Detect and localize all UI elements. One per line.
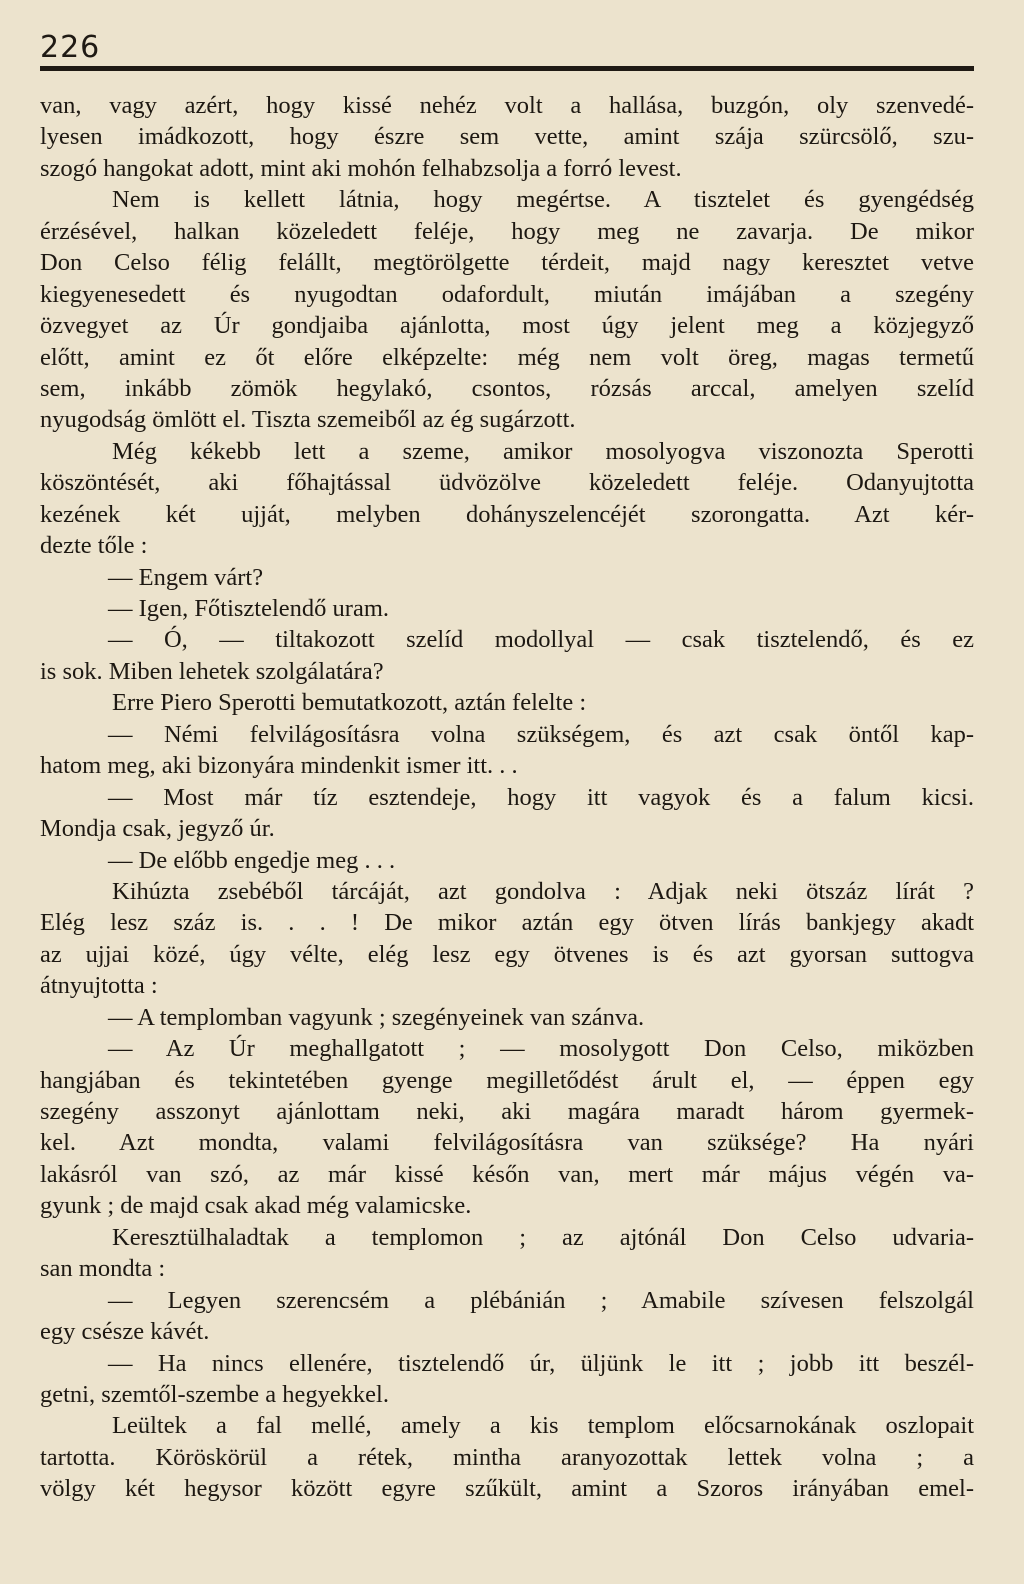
text-line: kel. Azt mondta, valami felvilágosításra van szüksége? Ha nyári [40, 1129, 974, 1157]
text-line: Erre Piero Sperotti bemutatkozott, aztán felelte : [112, 689, 587, 717]
text-line: Elég lesz száz is. . . ! De mikor aztán egy ötven lírás bankjegy akadt [40, 909, 974, 937]
text-line: hangjában és tekintetében gyenge megilletődést árult el, — éppen egy [40, 1066, 974, 1094]
text-line: — Némi felvilágosításra volna szükségem, és azt csak öntől kap- [108, 720, 974, 748]
text-line: — Legyen szerencsém a plébánián ; Amabile szívesen felszolgál [108, 1286, 974, 1314]
text-line: érzésével, halkan közeledett feléje, hogy meg ne zavarja. De mikor [40, 217, 974, 245]
text-line: Keresztülhaladtak a templomon ; az ajtónál Don Celso udvaria- [112, 1223, 974, 1251]
text-line: getni, szemtől-szembe a hegyekkel. [40, 1380, 389, 1408]
text-line: gyunk ; de majd csak akad még valamicske. [40, 1192, 472, 1220]
text-line: — Igen, Főtisztelendő uram. [108, 595, 390, 622]
text-line: dezte tőle : [40, 532, 148, 560]
text-line: — Ha nincs ellenére, tisztelendő úr, üljünk le itt ; jobb itt beszél- [108, 1349, 974, 1377]
page-number: 226 [40, 30, 101, 65]
text-line: Még kékebb lett a szeme, amikor mosolyogva viszonozta Sperotti [112, 437, 974, 465]
text-line: hatom meg, aki bizonyára mindenkit ismer itt. . . [40, 752, 518, 780]
text-line: — Az Úr meghallgatott ; — mosolygott Don Celso, miközben [108, 1035, 974, 1063]
text-line: nyugodság ömlött el. Tiszta szemeiből az ég sugárzott. [40, 406, 576, 434]
text-line: tartotta. Köröskörül a rétek, mintha aranyozottak lettek volna ; a [40, 1443, 974, 1471]
text-line: Mondja csak, jegyző úr. [40, 815, 275, 843]
text-line: sem, inkább zömök hegylakó, csontos, rózsás arccal, amelyen szelíd [40, 374, 974, 402]
text-line: — Ó, — tiltakozott szelíd modollyal — csak tisztelendő, és ez [108, 626, 974, 654]
text-line: is sok. Miben lehetek szolgálatára? [40, 657, 384, 685]
text-line: Kihúzta zsebéből tárcáját, azt gondolva : Adjak neki ötszáz lírát ? [112, 877, 974, 905]
text-line: lakásról van szó, az már kissé későn van, mert már május végén va- [40, 1160, 974, 1188]
text-line: van, vagy azért, hogy kissé nehéz volt a hallása, buzgón, oly szenvedé- [40, 92, 974, 119]
text-line: az ujjai közé, úgy vélte, elég lesz egy ötvenes is és azt gyorsan suttogva [40, 940, 974, 968]
text-line: — A templomban vagyunk ; szegényeinek van szánva. [108, 1003, 645, 1031]
body-text [40, 90, 974, 1505]
header-rule [40, 66, 974, 71]
text-line: előtt, amint ez őt előre elképzelte: még nem volt öreg, magas termetű [40, 343, 974, 371]
text-line: köszöntését, aki főhajtással üdvözölve közeledett feléje. Odanyujtotta [40, 469, 974, 497]
text-line: kezének két ujját, melyben dohányszelencéjét szorongatta. Azt kér- [40, 500, 974, 528]
text-line: Leültek a fal mellé, amely a kis templom előcsarnokának oszlopait [112, 1412, 974, 1440]
text-line: kiegyenesedett és nyugodtan odafordult, miután imájában a szegény [40, 280, 974, 308]
text-line: Don Celso félig felállt, megtörölgette térdeit, majd nagy keresztet vetve [40, 249, 974, 277]
text-line: szegény asszonyt ajánlottam neki, aki magára maradt három gyermek- [40, 1098, 974, 1125]
text-line: Nem is kellett látnia, hogy megértse. A tisztelet és gyengédség [112, 186, 974, 214]
text-line: — De előbb engedje meg . . . [108, 846, 396, 874]
text-line: özvegyet az Úr gondjaiba ajánlotta, most úgy jelent meg a közjegyző [40, 312, 974, 340]
text-line: völgy két hegysor között egyre szűkült, amint a Szoros irányában emel- [40, 1475, 974, 1503]
text-line: — Engem várt? [108, 563, 264, 591]
text-line: — Most már tíz esztendeje, hogy itt vagyok és a falum kicsi. [108, 783, 974, 811]
text-line: lyesen imádkozott, hogy észre sem vette, amint szája szürcsölő, szu- [40, 123, 974, 151]
text-line: szogó hangokat adott, mint aki mohón felhabzsolja a forró levest. [40, 154, 682, 182]
text-line: egy csésze kávét. [40, 1318, 210, 1346]
text-line: san mondta : [40, 1255, 166, 1283]
text-line: átnyujtotta : [40, 972, 158, 1000]
